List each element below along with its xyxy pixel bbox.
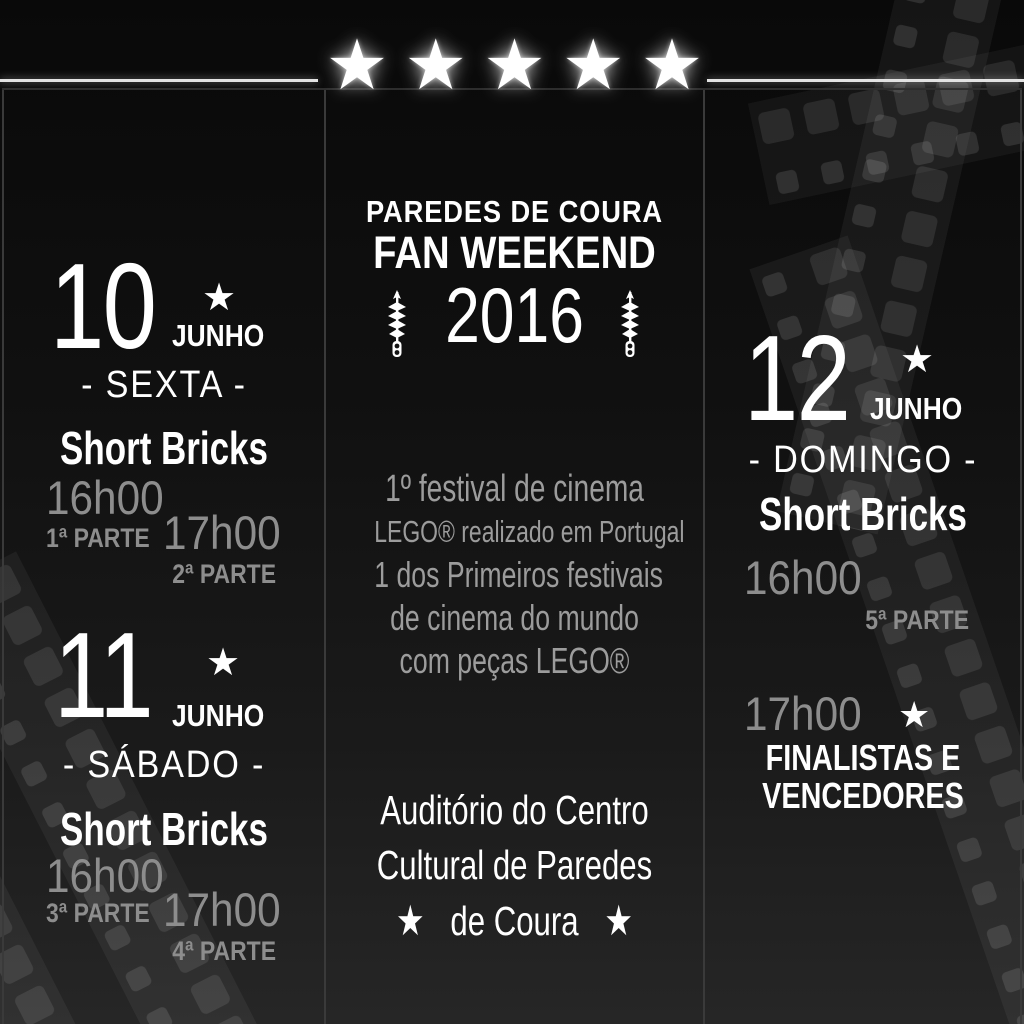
venue [370,787,658,956]
description-line: 1º festival de cinema [385,468,644,510]
description-line: 1 dos Primeiros festivais [374,554,663,595]
day-12-part-1: 5ª PARTE [865,605,969,635]
day-11-time-1: 16h00 [46,849,164,902]
laurel-icon [384,290,410,358]
panel-border [324,88,326,1024]
day-11-weekday: - SÁBADO - [62,744,266,786]
day-12-winners-line2: VENCEDORES [762,775,964,816]
venue-line: Auditório do Centro [380,787,649,833]
day-11-month: JUNHO [172,698,265,733]
day-12-program: Short Bricks [759,488,967,540]
star-icon: ★ [898,695,931,736]
star-icon: ★ [206,640,241,684]
panel-border-top [2,88,326,90]
description-line: LEGO® realizado em Portugal [374,514,685,549]
laurel-icon [617,290,643,358]
day-10-part-1: 1ª PARTE [46,523,150,553]
event-description [374,468,685,686]
header-stars [325,24,704,106]
event-title-line2: FAN WEEKEND [373,227,656,278]
panel-border [2,88,4,1024]
day-10-time-2: 17h00 [163,506,281,559]
day-10-number: 10 [50,238,156,374]
panel-border-top [703,88,1022,90]
day-10-month: JUNHO [172,318,265,353]
star-icon: ★ [604,896,634,945]
description-line: com peças LEGO® [399,640,630,681]
day-12-number: 12 [744,310,850,446]
header-line-left [0,79,318,82]
venue-line [370,896,658,945]
day-11-time-2: 17h00 [163,883,281,936]
panel-border [703,88,705,1024]
day-11-part-1: 3ª PARTE [46,898,150,928]
day-10-weekday: - SEXTA - [81,364,247,406]
day-12-month: JUNHO [870,391,963,426]
day-10-time-1: 16h00 [46,471,164,524]
day-12-time-1: 16h00 [744,551,862,604]
star-icon: ★ [483,24,546,106]
venue-line-text: de Coura [450,897,579,944]
day-11-program: Short Bricks [60,803,268,855]
day-12-time-2: 17h00 [744,687,862,740]
event-title-line1: PAREDES DE COURA [365,194,664,229]
star-icon: ★ [202,275,237,319]
star-icon: ★ [395,896,425,945]
panel-border [1020,88,1022,1024]
day-12-winners-line1: FINALISTAS E [765,737,961,778]
day-11-part-2: 4ª PARTE [172,936,276,966]
event-year: 2016 [445,271,584,359]
star-icon: ★ [325,24,389,106]
venue-line: Cultural de Paredes [376,842,653,888]
description-line: de cinema do mundo [390,597,639,638]
day-10-part-2: 2ª PARTE [172,559,276,589]
day-12-weekday: - DOMINGO - [748,439,978,481]
star-icon: ★ [640,24,704,106]
star-icon: ★ [900,337,935,381]
day-11-number: 11 [54,607,153,743]
day-10-program: Short Bricks [60,422,268,474]
star-icon: ★ [404,24,468,106]
star-icon: ★ [561,24,625,106]
header-line-right [707,79,1024,82]
